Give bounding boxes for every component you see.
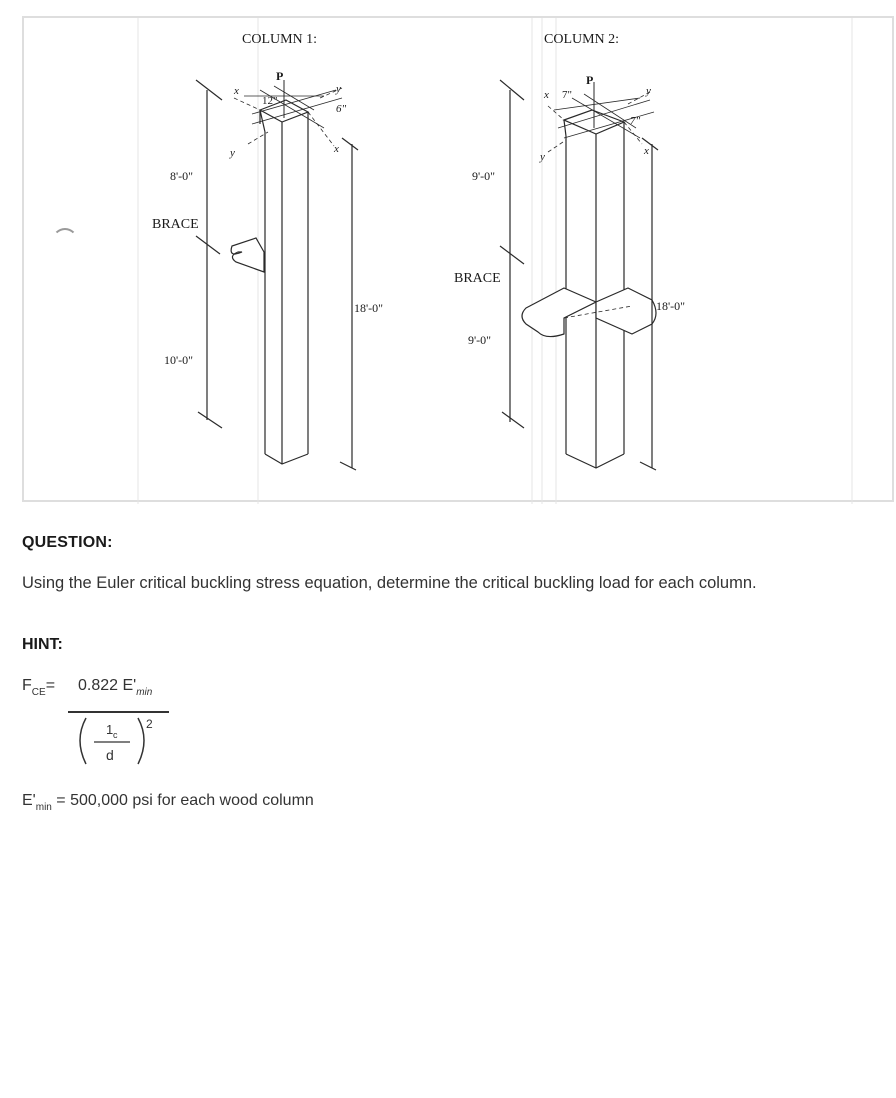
column-2-axis-y-label: y	[540, 151, 545, 163]
column-2-axis-x-label: x	[544, 89, 549, 101]
formula-numerator	[78, 677, 153, 698]
column-1-load-label: P	[276, 69, 284, 83]
emin-symbol: E'	[22, 792, 36, 809]
denominator-top-subscript: c	[113, 730, 118, 740]
column-2-total-length: 18'-0"	[656, 299, 686, 313]
column-diagram	[24, 18, 896, 504]
fraction-bar	[68, 711, 169, 713]
column-1-upper-length: 8'-0"	[170, 169, 194, 183]
question-text: Using the Euler critical buckling stress equation, determine the critical buckling load for each column.	[22, 574, 757, 592]
column-1-axis-x2-label: x	[334, 143, 339, 155]
column-1-title: COLUMN 1:	[242, 32, 318, 47]
emin-value-text: = 500,000 psi for each wood column	[51, 792, 314, 809]
equals-sign: =	[45, 677, 56, 694]
column-2-axis-y2-label: y	[646, 85, 651, 97]
column-1-axis-y-label: y	[230, 147, 235, 159]
column-2-brace-label: BRACE	[454, 271, 501, 286]
question-label: QUESTION:	[22, 534, 113, 551]
denominator-bottom: d	[106, 747, 114, 763]
column-2-lower-length: 9'-0"	[468, 333, 492, 347]
column-2-width-dim: 7"	[562, 89, 572, 101]
numerator-subscript: min	[136, 687, 153, 698]
column-1-brace-label: BRACE	[152, 217, 199, 232]
column-1-depth-dim: 6"	[336, 103, 347, 115]
column-2-depth-dim: 7"	[630, 115, 641, 127]
formula-lhs	[22, 677, 56, 698]
column-2-title: COLUMN 2:	[544, 32, 620, 47]
column-2-axis-x2-label: x	[644, 145, 649, 157]
formula-denominator	[70, 714, 180, 772]
hint-label: HINT:	[22, 636, 63, 653]
exponent: 2	[146, 717, 153, 731]
fce-symbol: F	[22, 677, 32, 694]
column-2-drawing	[500, 80, 658, 470]
column-2-load-label: P	[586, 73, 594, 87]
column-1-lower-length: 10'-0"	[164, 353, 194, 367]
figure-panel	[22, 16, 894, 502]
loading-spinner-icon	[52, 228, 78, 254]
emin-value-line	[22, 792, 314, 813]
numerator-main: 0.822 E'	[78, 677, 137, 694]
fce-subscript: CE	[31, 687, 46, 698]
column-1-drawing	[196, 80, 358, 470]
column-1-axis-y2-label: y	[336, 83, 341, 95]
column-1-axis-x-label: x	[234, 85, 239, 97]
column-2-upper-length: 9'-0"	[472, 169, 496, 183]
emin-subscript: min	[35, 802, 52, 813]
denominator-top: 1	[106, 722, 114, 737]
column-1-width-dim: 12"	[262, 95, 278, 107]
column-1-total-length: 18'-0"	[354, 301, 384, 315]
